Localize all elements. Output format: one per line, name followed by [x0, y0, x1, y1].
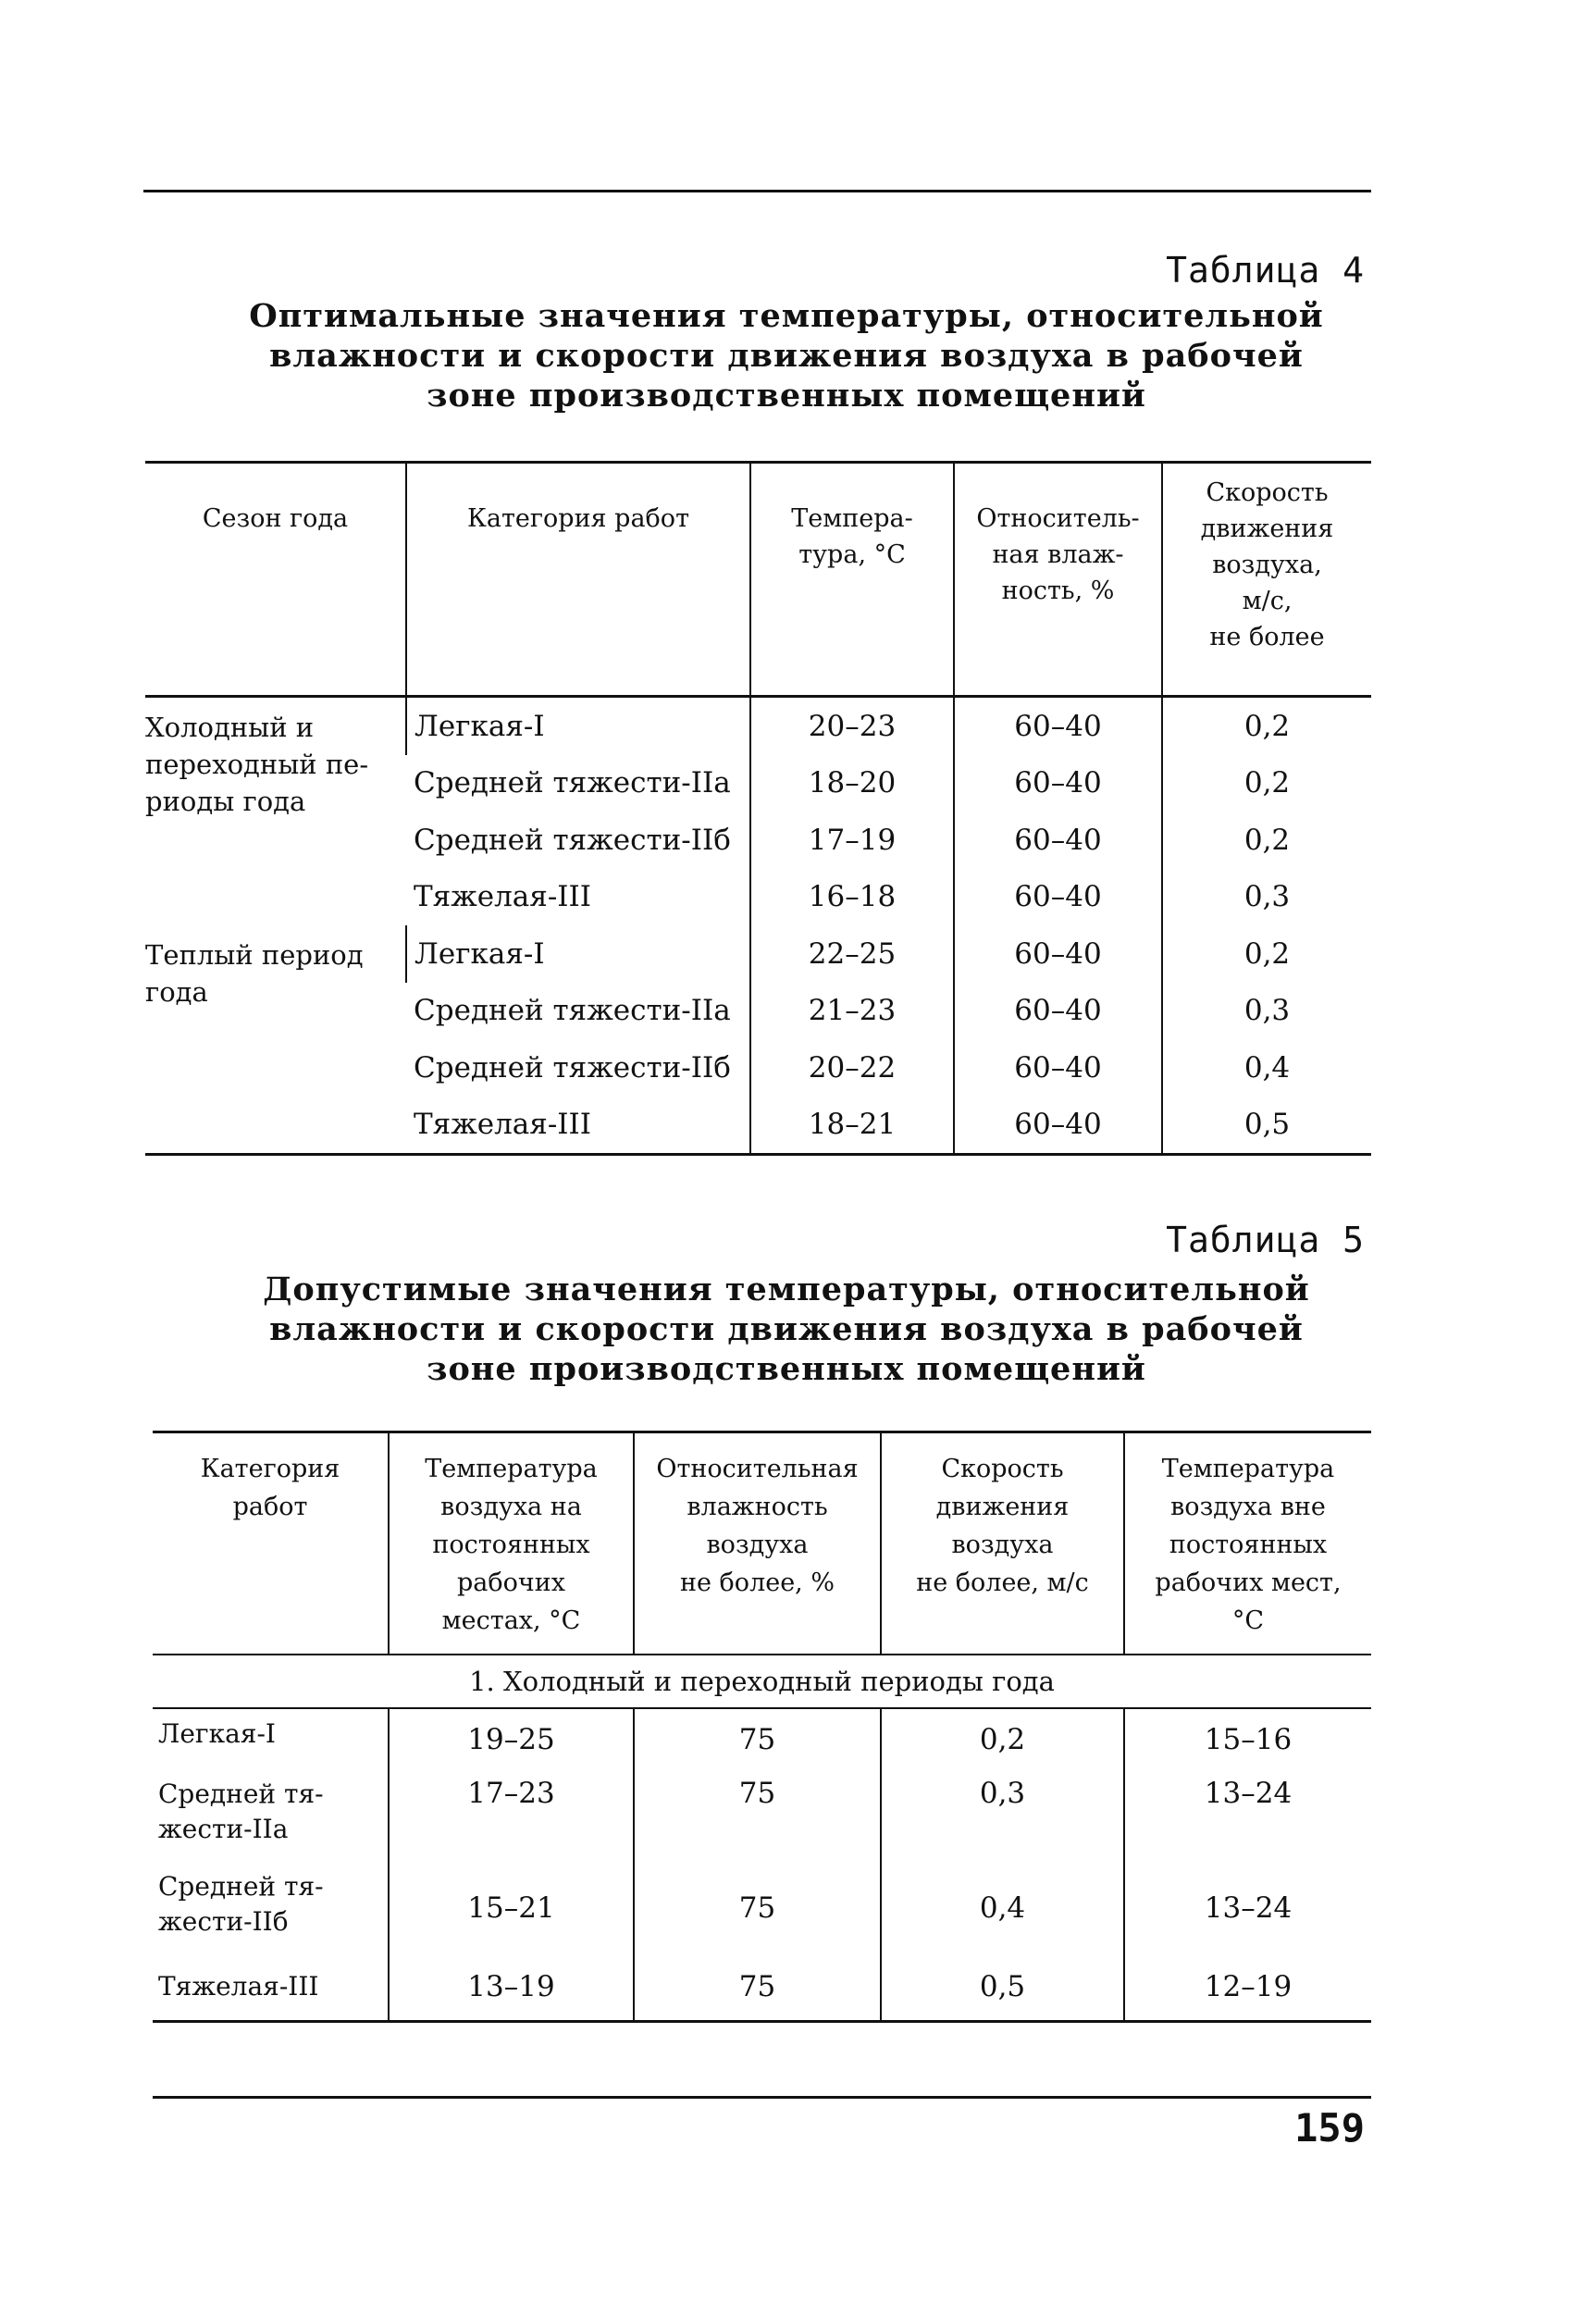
header-line: воздуха вне [1170, 1493, 1326, 1521]
header-humidity [954, 463, 1162, 697]
table5-title-line: Допустимые значения температуры, относительной [263, 1271, 1310, 1308]
category-cell: Тяжелая-III [406, 1097, 750, 1155]
header-line: Скорость [941, 1455, 1064, 1483]
header-line: местах, °С [441, 1606, 581, 1635]
category-cell: Легкая-I [406, 925, 750, 983]
temp-non-permanent-cell: 15–16 [1124, 1708, 1371, 1769]
temp-permanent-cell: 15–21 [389, 1862, 634, 1954]
page-number: 159 [1294, 2105, 1365, 2151]
season-line: переходный пе- [145, 749, 369, 780]
category-cell: Средней тяжести-IIб [414, 1050, 731, 1085]
humidity-cell: 60–40 [954, 1097, 1162, 1155]
speed-cell: 0,2 [1162, 812, 1371, 869]
header-line: Температура [1161, 1455, 1335, 1483]
category-cell [153, 1862, 389, 1954]
speed-cell: 0,4 [1162, 1039, 1371, 1097]
temperature-cell: 17–19 [750, 812, 954, 869]
header-humidity [634, 1432, 881, 1655]
header-temp-non-permanent [1124, 1432, 1371, 1655]
category-cell: Тяжелая-III [414, 880, 592, 914]
temperature-cell: 22–25 [750, 925, 954, 983]
temperature-cell: 20–23 [750, 697, 954, 755]
speed-cell: 0,5 [881, 1954, 1124, 2021]
header-line: Сезон года [202, 504, 349, 533]
humidity-cell: 75 [634, 1954, 881, 2021]
category-line: Средней тя- [158, 1871, 324, 1902]
table4 [145, 461, 1371, 1156]
header-line: не более, % [680, 1568, 835, 1597]
header-temperature [750, 463, 954, 697]
bottom-rule [153, 2096, 1371, 2099]
speed-cell: 0,3 [1162, 869, 1371, 926]
header-air-speed [1162, 463, 1371, 697]
header-line: воздуха [706, 1531, 809, 1559]
temp-non-permanent-cell: 13–24 [1124, 1862, 1371, 1954]
header-line: воздуха [951, 1531, 1054, 1559]
table4-label: Таблица 4 [1166, 250, 1365, 291]
speed-cell: 0,4 [881, 1862, 1124, 1954]
header-line: м/с, [1242, 587, 1293, 615]
category-line: Средней тя- [158, 1779, 324, 1809]
speed-cell: 0,5 [1162, 1097, 1371, 1155]
temp-non-permanent-cell: 12–19 [1124, 1954, 1371, 2021]
header-line: рабочих мест, [1155, 1568, 1342, 1597]
header-season [145, 463, 406, 697]
table5 [153, 1431, 1371, 2023]
header-line: работ [232, 1493, 308, 1521]
header-line: Темпера- [791, 504, 913, 533]
table-row [153, 1708, 1371, 1769]
season-line: риоды года [145, 786, 306, 817]
temp-permanent-cell: 19–25 [389, 1708, 634, 1769]
temp-permanent-cell: 13–19 [389, 1954, 634, 2021]
category-line: жести-IIа [158, 1814, 289, 1844]
header-line: °С [1231, 1606, 1265, 1635]
humidity-cell: 75 [634, 1769, 881, 1862]
header-line: Относительная [656, 1455, 859, 1483]
header-line: ная влаж- [992, 540, 1124, 569]
humidity-cell: 60–40 [954, 925, 1162, 983]
table-row [153, 1862, 1371, 1954]
table-row [153, 1769, 1371, 1862]
header-line: воздуха на [440, 1493, 582, 1521]
table-row [153, 1954, 1371, 2021]
section-row [153, 1655, 1371, 1708]
table4-header-row [145, 463, 1371, 697]
header-line: ность, % [1001, 576, 1115, 605]
speed-cell: 0,2 [1162, 755, 1371, 812]
season-line: Холодный и [145, 712, 315, 743]
humidity-cell: 60–40 [954, 869, 1162, 926]
header-line: влажность [687, 1493, 828, 1521]
humidity-cell: 75 [634, 1708, 881, 1769]
season-line: Теплый период [145, 939, 364, 971]
speed-cell: 0,2 [1162, 697, 1371, 755]
temp-non-permanent-cell: 13–24 [1124, 1769, 1371, 1862]
table4-title-line: влажности и скорости движения воздуха в рабочей [269, 337, 1304, 375]
header-category [406, 463, 750, 697]
header-line: рабочих [457, 1568, 565, 1597]
speed-cell: 0,2 [1162, 925, 1371, 983]
header-temp-permanent [389, 1432, 634, 1655]
humidity-cell: 75 [634, 1862, 881, 1954]
season-cell-cold [145, 697, 406, 926]
table-row [145, 925, 1371, 983]
header-line: не более, м/с [916, 1568, 1089, 1597]
category-line: Тяжелая-III [158, 1971, 319, 2002]
category-cell [153, 1708, 389, 1769]
header-line: движения [1200, 514, 1334, 543]
header-line: тура, °С [798, 540, 906, 569]
header-line: постоянных [432, 1531, 590, 1559]
table-row [145, 697, 1371, 755]
header-line: не более [1209, 623, 1325, 651]
table5-title [185, 1270, 1388, 1389]
temperature-cell: 20–22 [750, 1039, 954, 1097]
category-cell [153, 1769, 389, 1862]
header-line: Скорость [1206, 478, 1329, 507]
temperature-cell: 18–21 [750, 1097, 954, 1155]
temperature-cell: 16–18 [750, 869, 954, 926]
temperature-cell: 18–20 [750, 755, 954, 812]
category-cell [153, 1954, 389, 2021]
header-line: движения [935, 1493, 1070, 1521]
table5-label: Таблица 5 [1166, 1220, 1365, 1260]
table5-title-line: зоне производственных помещений [427, 1350, 1146, 1388]
section-title: 1. Холодный и переходный периоды года [153, 1655, 1371, 1708]
category-cell: Легкая-I [406, 697, 750, 755]
humidity-cell: 60–40 [954, 755, 1162, 812]
header-category [153, 1432, 389, 1655]
header-line: Категория работ [466, 504, 690, 533]
season-cell-warm [145, 925, 406, 1155]
header-line: Относитель- [976, 504, 1140, 533]
top-rule [143, 190, 1371, 192]
speed-cell: 0,3 [881, 1769, 1124, 1862]
table4-title-line: Оптимальные значения температуры, относительной [249, 297, 1324, 335]
temperature-cell: 21–23 [750, 983, 954, 1040]
temp-permanent-cell: 17–23 [389, 1769, 634, 1862]
header-air-speed [881, 1432, 1124, 1655]
category-line: жести-IIб [158, 1906, 289, 1937]
season-line: года [145, 976, 208, 1008]
table5-header-row [153, 1432, 1371, 1655]
header-line: Категория [200, 1455, 340, 1483]
humidity-cell: 60–40 [954, 1039, 1162, 1097]
header-line: Температура [425, 1455, 598, 1483]
category-cell: Средней тяжести-IIа [414, 994, 731, 1028]
category-cell: Средней тяжести-IIа [414, 766, 731, 800]
category-cell: Средней тяжести-IIб [414, 823, 731, 857]
category-line: Легкая-I [158, 1718, 276, 1749]
header-line: воздуха, [1212, 551, 1322, 579]
humidity-cell: 60–40 [954, 812, 1162, 869]
humidity-cell: 60–40 [954, 983, 1162, 1040]
speed-cell: 0,2 [881, 1708, 1124, 1769]
table5-title-line: влажности и скорости движения воздуха в рабочей [269, 1310, 1304, 1348]
table4-title-line: зоне производственных помещений [427, 377, 1146, 415]
table4-title [185, 296, 1388, 415]
humidity-cell: 60–40 [954, 697, 1162, 755]
speed-cell: 0,3 [1162, 983, 1371, 1040]
header-line: постоянных [1169, 1531, 1328, 1559]
